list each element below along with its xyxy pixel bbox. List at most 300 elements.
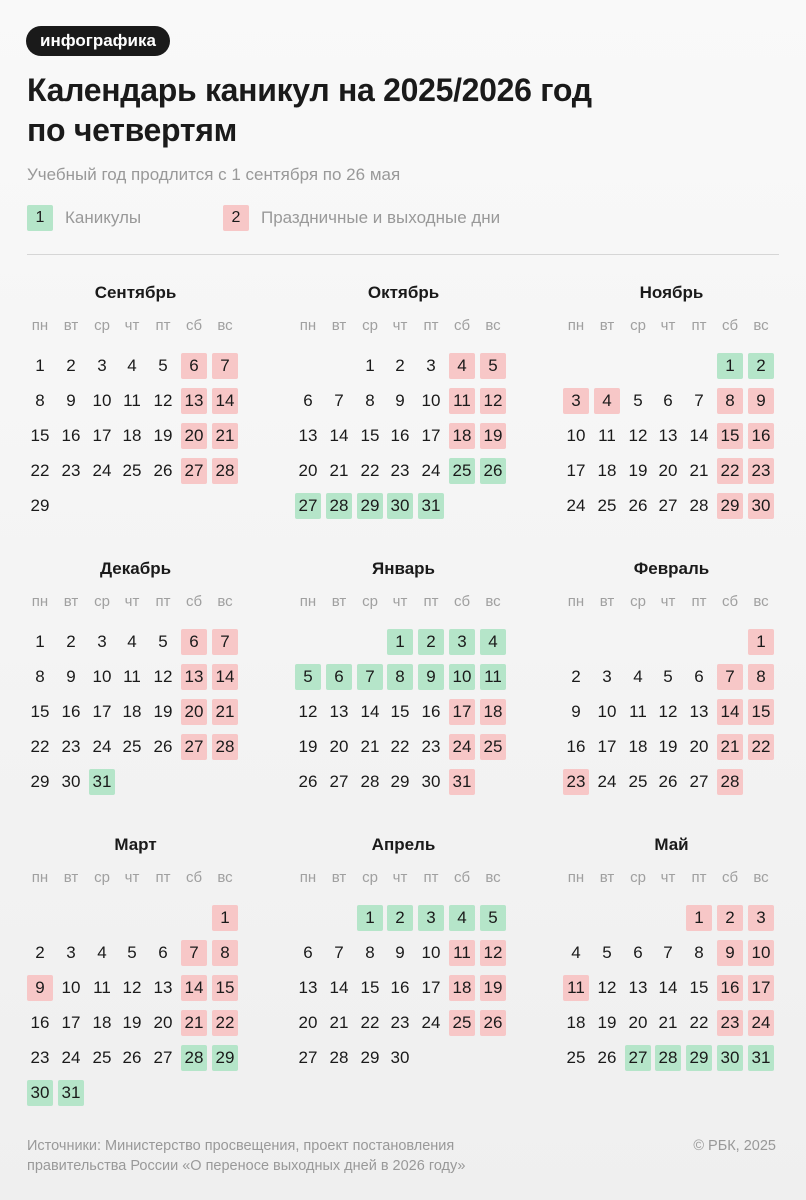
weekday-label: чт	[124, 593, 140, 610]
day-cell: 1	[365, 356, 375, 375]
weekday-label: пн	[567, 869, 585, 886]
weekday-label: чт	[660, 593, 676, 610]
day-cell: 23	[61, 737, 81, 756]
day-cell: 14	[329, 426, 349, 445]
day-cell: 23	[421, 737, 441, 756]
day-cell: 16	[61, 426, 81, 445]
weekday-label: пн	[31, 593, 49, 610]
day-cell: 15	[360, 426, 380, 445]
day-cell: 11	[563, 975, 589, 1001]
day-cell: 3	[426, 356, 436, 375]
day-cell: 1	[212, 905, 238, 931]
day-cell: 26	[122, 1048, 142, 1067]
day-cell: 24	[449, 734, 475, 760]
day-cell: 18	[628, 737, 648, 756]
day-cell: 29	[357, 493, 383, 519]
weekday-label: вт	[599, 593, 615, 610]
day-cell: 11	[123, 391, 141, 410]
day-cell: 4	[127, 356, 137, 375]
weekday-label: пт	[423, 317, 439, 334]
day-cell: 8	[365, 943, 375, 962]
day-cell: 28	[689, 496, 709, 515]
day-cell: 5	[127, 943, 137, 962]
day-cell: 17	[92, 702, 112, 721]
day-cell: 28	[655, 1045, 681, 1071]
day-cell: 11	[480, 664, 506, 690]
day-cell: 13	[628, 978, 648, 997]
day-cell: 27	[295, 493, 321, 519]
month-name: Январь	[371, 559, 435, 578]
day-cell: 22	[748, 734, 774, 760]
weekday-label: вс	[217, 869, 233, 886]
day-cell: 12	[153, 667, 173, 686]
day-cell: 22	[30, 737, 50, 756]
day-cell: 1	[35, 632, 45, 651]
day-cell: 4	[449, 353, 475, 379]
day-cell: 5	[663, 667, 673, 686]
sources-line-2: правительства России «О переносе выходных дней в 2026 году»	[27, 1158, 466, 1174]
weekday-label: сб	[721, 869, 739, 886]
day-cell: 5	[295, 664, 321, 690]
day-cell: 22	[30, 461, 50, 480]
day-cell: 24	[61, 1048, 81, 1067]
day-cell: 23	[390, 461, 410, 480]
weekday-label: пт	[691, 869, 707, 886]
day-cell: 4	[594, 388, 620, 414]
day-cell: 15	[212, 975, 238, 1001]
weekday-label: пн	[299, 317, 317, 334]
day-cell: 5	[633, 391, 643, 410]
day-cell: 10	[421, 943, 441, 962]
day-cell: 16	[421, 702, 441, 721]
weekday-label: вт	[331, 869, 347, 886]
day-cell: 25	[122, 737, 142, 756]
weekday-label: чт	[392, 869, 408, 886]
day-cell: 8	[212, 940, 238, 966]
day-cell: 17	[61, 1013, 81, 1032]
month-name: Ноябрь	[639, 283, 704, 302]
day-cell: 1	[717, 353, 743, 379]
day-cell: 17	[421, 978, 441, 997]
legend-weekends-swatch: 2	[223, 205, 249, 231]
day-cell: 21	[181, 1010, 207, 1036]
day-cell: 19	[122, 1013, 142, 1032]
day-cell: 4	[480, 629, 506, 655]
day-cell: 8	[365, 391, 375, 410]
day-cell: 15	[390, 702, 410, 721]
day-cell: 17	[421, 426, 441, 445]
weekday-label: вт	[63, 593, 79, 610]
day-cell: 9	[27, 975, 53, 1001]
day-cell: 6	[326, 664, 352, 690]
legend-holidays	[27, 205, 141, 231]
day-cell: 2	[748, 353, 774, 379]
day-cell: 20	[181, 699, 207, 725]
day-cell: 6	[303, 943, 313, 962]
day-cell: 4	[633, 667, 643, 686]
day-cell: 19	[658, 737, 678, 756]
day-cell: 26	[298, 772, 318, 791]
day-cell: 22	[360, 461, 380, 480]
day-cell: 12	[597, 978, 617, 997]
day-cell: 30	[61, 772, 81, 791]
day-cell: 14	[360, 702, 380, 721]
day-cell: 19	[153, 702, 173, 721]
weekday-label: пн	[567, 593, 585, 610]
day-cell: 21	[329, 1013, 349, 1032]
weekday-label: ср	[362, 593, 378, 610]
weekday-label: чт	[660, 869, 676, 886]
day-cell: 19	[628, 461, 648, 480]
day-cell: 4	[571, 943, 581, 962]
day-cell: 31	[748, 1045, 774, 1071]
weekday-label: пт	[691, 317, 707, 334]
day-cell: 28	[360, 772, 380, 791]
day-cell: 8	[387, 664, 413, 690]
day-cell: 30	[390, 1048, 410, 1067]
weekday-label: вт	[63, 317, 79, 334]
day-cell: 21	[360, 737, 380, 756]
day-cell: 27	[298, 1048, 318, 1067]
weekday-label: вт	[331, 593, 347, 610]
subtitle: Учебный год продлится с 1 сентября по 26 мая	[27, 165, 401, 184]
day-cell: 12	[480, 388, 506, 414]
day-cell: 26	[480, 1010, 506, 1036]
day-cell: 14	[212, 664, 238, 690]
weekday-label: сб	[185, 869, 203, 886]
day-cell: 26	[658, 772, 678, 791]
day-cell: 25	[628, 772, 648, 791]
day-cell: 27	[658, 496, 678, 515]
day-cell: 20	[298, 461, 318, 480]
title-line-1: Календарь каникул на 2025/2026 год	[27, 72, 592, 108]
day-cell: 1	[35, 356, 45, 375]
weekday-label: сб	[185, 593, 203, 610]
day-cell: 29	[30, 496, 50, 515]
day-cell: 26	[153, 737, 173, 756]
day-cell: 16	[390, 426, 410, 445]
day-cell: 6	[663, 391, 673, 410]
weekday-label: пт	[155, 317, 171, 334]
day-cell: 28	[212, 458, 238, 484]
day-cell: 6	[181, 353, 207, 379]
day-cell: 20	[329, 737, 349, 756]
day-cell: 19	[153, 426, 173, 445]
day-cell: 19	[298, 737, 318, 756]
day-cell: 20	[628, 1013, 648, 1032]
day-cell: 28	[181, 1045, 207, 1071]
day-cell: 29	[390, 772, 410, 791]
day-cell: 10	[566, 426, 586, 445]
day-cell: 25	[566, 1048, 586, 1067]
day-cell: 15	[30, 702, 50, 721]
weekday-label: чт	[124, 869, 140, 886]
day-cell: 28	[329, 1048, 349, 1067]
weekday-label: ср	[94, 869, 110, 886]
day-cell: 7	[663, 943, 673, 962]
day-cell: 21	[212, 423, 238, 449]
day-cell: 24	[92, 461, 112, 480]
day-cell: 10	[61, 978, 81, 997]
day-cell: 3	[66, 943, 76, 962]
weekday-label: сб	[453, 869, 471, 886]
day-cell: 12	[628, 426, 648, 445]
weekday-label: вт	[331, 317, 347, 334]
weekday-label: ср	[630, 869, 646, 886]
weekday-label: вс	[485, 317, 501, 334]
day-cell: 7	[334, 391, 344, 410]
day-cell: 12	[122, 978, 142, 997]
day-cell: 13	[298, 426, 318, 445]
weekday-label: сб	[453, 593, 471, 610]
day-cell: 13	[153, 978, 173, 997]
day-cell: 8	[694, 943, 704, 962]
weekday-label: пт	[155, 869, 171, 886]
day-cell: 17	[566, 461, 586, 480]
day-cell: 10	[421, 391, 441, 410]
day-cell: 31	[58, 1080, 84, 1106]
day-cell: 8	[717, 388, 743, 414]
day-cell: 16	[717, 975, 743, 1001]
day-cell: 2	[717, 905, 743, 931]
day-cell: 13	[181, 664, 207, 690]
day-cell: 21	[329, 461, 349, 480]
sources-note	[27, 1136, 587, 1176]
day-cell: 9	[395, 391, 405, 410]
day-cell: 23	[748, 458, 774, 484]
day-cell: 13	[658, 426, 678, 445]
day-cell: 22	[390, 737, 410, 756]
weekday-label: ср	[630, 317, 646, 334]
day-cell: 18	[122, 702, 142, 721]
day-cell: 15	[360, 978, 380, 997]
legend-weekends	[223, 205, 500, 231]
day-cell: 9	[418, 664, 444, 690]
day-cell: 25	[92, 1048, 112, 1067]
weekday-label: вс	[485, 869, 501, 886]
weekday-label: сб	[185, 317, 203, 334]
day-cell: 22	[360, 1013, 380, 1032]
divider	[27, 254, 779, 255]
day-cell: 9	[66, 667, 76, 686]
day-cell: 17	[748, 975, 774, 1001]
day-cell: 31	[418, 493, 444, 519]
day-cell: 4	[449, 905, 475, 931]
day-cell: 24	[566, 496, 586, 515]
title-line-2: по четвертям	[27, 112, 237, 148]
sources-line-1: Источники: Министерство просвещения, проект постановления	[27, 1138, 455, 1154]
weekday-label: чт	[124, 317, 140, 334]
day-cell: 12	[298, 702, 318, 721]
day-cell: 7	[212, 629, 238, 655]
day-cell: 18	[566, 1013, 586, 1032]
day-cell: 21	[689, 461, 709, 480]
weekday-label: пт	[691, 593, 707, 610]
month-name: Апрель	[371, 835, 436, 854]
weekday-label: вс	[217, 317, 233, 334]
copyright: © РБК, 2025	[693, 1138, 776, 1154]
day-cell: 3	[602, 667, 612, 686]
day-cell: 11	[598, 426, 616, 445]
day-cell: 25	[449, 1010, 475, 1036]
day-cell: 23	[30, 1048, 50, 1067]
day-cell: 2	[395, 356, 405, 375]
day-cell: 3	[418, 905, 444, 931]
day-cell: 7	[694, 391, 704, 410]
day-cell: 8	[748, 664, 774, 690]
day-cell: 18	[92, 1013, 112, 1032]
day-cell: 16	[61, 702, 81, 721]
day-cell: 12	[153, 391, 173, 410]
day-cell: 19	[480, 975, 506, 1001]
day-cell: 4	[97, 943, 107, 962]
day-cell: 7	[717, 664, 743, 690]
weekday-label: чт	[660, 317, 676, 334]
month-name: Февраль	[633, 559, 710, 578]
weekday-label: вт	[599, 869, 615, 886]
weekday-label: пт	[423, 593, 439, 610]
day-cell: 16	[748, 423, 774, 449]
month-name: Октябрь	[367, 283, 440, 302]
day-cell: 16	[390, 978, 410, 997]
weekday-label: пт	[155, 593, 171, 610]
day-cell: 30	[387, 493, 413, 519]
weekday-label: пн	[31, 317, 49, 334]
day-cell: 24	[748, 1010, 774, 1036]
day-cell: 27	[181, 734, 207, 760]
day-cell: 22	[689, 1013, 709, 1032]
day-cell: 11	[449, 388, 475, 414]
day-cell: 15	[748, 699, 774, 725]
day-cell: 7	[334, 943, 344, 962]
day-cell: 26	[628, 496, 648, 515]
day-cell: 9	[748, 388, 774, 414]
day-cell: 29	[717, 493, 743, 519]
day-cell: 20	[153, 1013, 173, 1032]
day-cell: 1	[748, 629, 774, 655]
day-cell: 18	[480, 699, 506, 725]
day-cell: 6	[158, 943, 168, 962]
day-cell: 3	[563, 388, 589, 414]
month-name: Сентябрь	[94, 283, 177, 302]
day-cell: 30	[27, 1080, 53, 1106]
weekday-label: пн	[299, 593, 317, 610]
day-cell: 29	[686, 1045, 712, 1071]
day-cell: 18	[449, 423, 475, 449]
page-title	[27, 70, 787, 150]
weekday-label: ср	[94, 317, 110, 334]
day-cell: 20	[658, 461, 678, 480]
day-cell: 23	[61, 461, 81, 480]
infographic-badge: инфографика	[26, 26, 170, 56]
day-cell: 27	[329, 772, 349, 791]
day-cell: 14	[658, 978, 678, 997]
day-cell: 17	[597, 737, 617, 756]
weekday-label: ср	[362, 869, 378, 886]
day-cell: 9	[66, 391, 76, 410]
day-cell: 3	[748, 905, 774, 931]
day-cell: 13	[329, 702, 349, 721]
day-cell: 31	[449, 769, 475, 795]
day-cell: 2	[66, 632, 76, 651]
weekday-label: пн	[31, 869, 49, 886]
day-cell: 2	[35, 943, 45, 962]
day-cell: 22	[717, 458, 743, 484]
day-cell: 14	[689, 426, 709, 445]
day-cell: 12	[480, 940, 506, 966]
day-cell: 24	[597, 772, 617, 791]
day-cell: 7	[181, 940, 207, 966]
day-cell: 17	[449, 699, 475, 725]
day-cell: 30	[748, 493, 774, 519]
day-cell: 13	[181, 388, 207, 414]
day-cell: 17	[92, 426, 112, 445]
weekday-label: вс	[485, 593, 501, 610]
day-cell: 23	[717, 1010, 743, 1036]
day-cell: 14	[181, 975, 207, 1001]
day-cell: 27	[181, 458, 207, 484]
day-cell: 8	[35, 391, 45, 410]
day-cell: 24	[92, 737, 112, 756]
month-name: Декабрь	[99, 559, 172, 578]
day-cell: 26	[480, 458, 506, 484]
day-cell: 2	[571, 667, 581, 686]
day-cell: 12	[658, 702, 678, 721]
weekday-label: ср	[362, 317, 378, 334]
day-cell: 15	[717, 423, 743, 449]
day-cell: 25	[597, 496, 617, 515]
day-cell: 25	[480, 734, 506, 760]
day-cell: 3	[97, 632, 107, 651]
day-cell: 21	[658, 1013, 678, 1032]
weekday-label: вс	[217, 593, 233, 610]
day-cell: 5	[158, 356, 168, 375]
day-cell: 11	[449, 940, 475, 966]
day-cell: 10	[748, 940, 774, 966]
day-cell: 25	[122, 461, 142, 480]
month-name: Май	[654, 835, 689, 854]
weekday-label: вс	[753, 593, 769, 610]
legend-holidays-swatch: 1	[27, 205, 53, 231]
day-cell: 28	[212, 734, 238, 760]
legend-holidays-label: Каникулы	[65, 208, 142, 227]
day-cell: 2	[66, 356, 76, 375]
weekday-label: чт	[392, 593, 408, 610]
day-cell: 5	[158, 632, 168, 651]
day-cell: 5	[480, 905, 506, 931]
day-cell: 14	[212, 388, 238, 414]
day-cell: 16	[30, 1013, 50, 1032]
day-cell: 16	[566, 737, 586, 756]
day-cell: 19	[480, 423, 506, 449]
day-cell: 6	[633, 943, 643, 962]
day-cell: 15	[30, 426, 50, 445]
day-cell: 8	[35, 667, 45, 686]
day-cell: 9	[571, 702, 581, 721]
day-cell: 27	[625, 1045, 651, 1071]
weekday-label: вс	[753, 869, 769, 886]
day-cell: 14	[717, 699, 743, 725]
day-cell: 6	[694, 667, 704, 686]
day-cell: 6	[181, 629, 207, 655]
weekday-label: вс	[753, 317, 769, 334]
day-cell: 6	[303, 391, 313, 410]
day-cell: 7	[212, 353, 238, 379]
day-cell: 28	[326, 493, 352, 519]
day-cell: 13	[298, 978, 318, 997]
day-cell: 23	[563, 769, 589, 795]
day-cell: 1	[357, 905, 383, 931]
